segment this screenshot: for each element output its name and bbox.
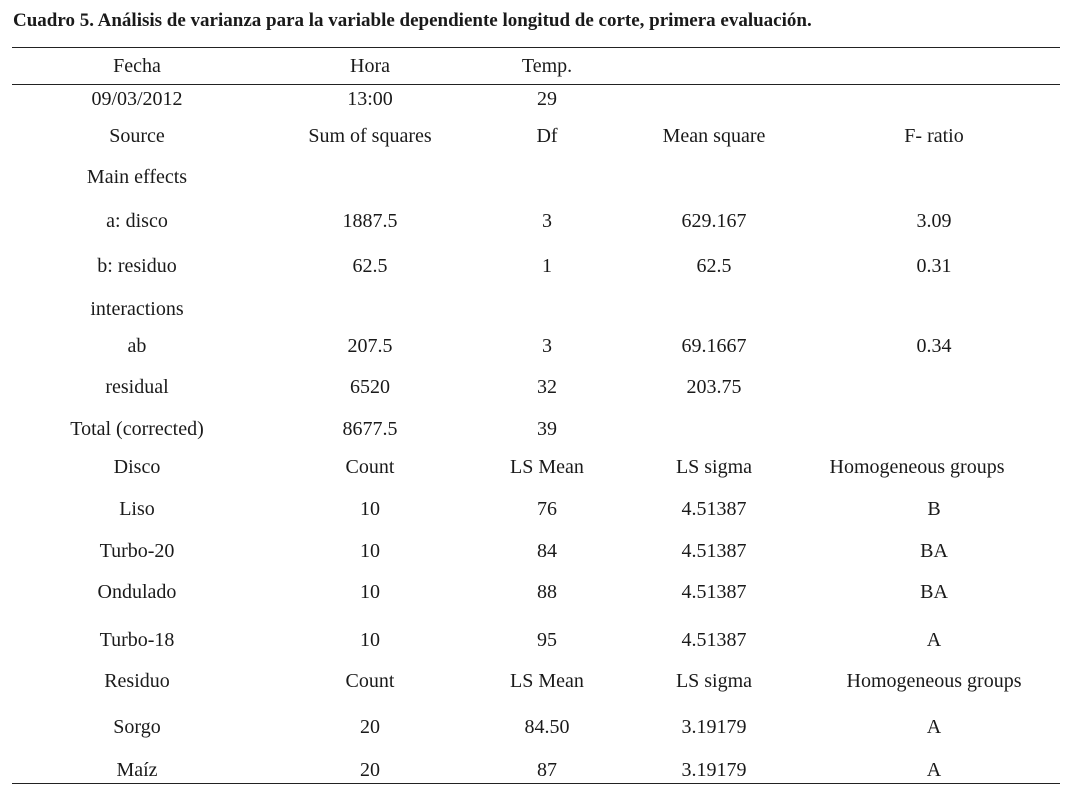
table-cell: 84.50 <box>524 716 570 738</box>
table-cell: B <box>927 498 941 520</box>
table-cell: Source <box>109 125 165 147</box>
table-cell: Turbo-20 <box>99 540 175 562</box>
table-cell: 4.51387 <box>681 581 747 603</box>
header-cell: Fecha <box>113 55 161 77</box>
table-cell: 87 <box>537 759 557 781</box>
table-cell: BA <box>920 581 948 603</box>
table-cell: Disco <box>113 456 161 478</box>
table-cell: ab <box>127 335 147 357</box>
table-row <box>0 494 1072 524</box>
table-cell: Residuo <box>104 670 170 692</box>
table-cell: 1887.5 <box>342 210 398 232</box>
table-cell: 13:00 <box>347 88 393 110</box>
table-cell: A <box>926 629 942 651</box>
table-row <box>0 452 1072 482</box>
table-row <box>0 84 1072 114</box>
table-cell: 3.09 <box>916 210 952 232</box>
table-cell: 1 <box>542 255 552 277</box>
table-caption: Cuadro 5. Análisis de varianza para la variable dependiente longitud de corte, primera evaluación. <box>13 10 812 31</box>
table-cell: Count <box>345 670 395 692</box>
table-cell: 95 <box>537 629 557 651</box>
table-cell: Total (corrected) <box>70 418 204 440</box>
table-cell: Homogeneous groups <box>846 670 1022 692</box>
table-cell: 0.31 <box>916 255 952 277</box>
table-cell: b: residuo <box>97 255 177 277</box>
table-cell: Homogeneous groups <box>829 456 1005 478</box>
table-cell: a: disco <box>106 210 168 232</box>
table-cell: residual <box>105 376 169 398</box>
table-cell: 62.5 <box>696 255 732 277</box>
table-cell: 69.1667 <box>681 335 747 357</box>
table-cell: Sorgo <box>113 716 161 738</box>
table-cell: LS Mean <box>510 456 584 478</box>
top-rule <box>12 47 1060 48</box>
table-cell: 29 <box>537 88 557 110</box>
table-cell: 203.75 <box>686 376 742 398</box>
table-row <box>0 121 1072 151</box>
table-cell: 10 <box>360 629 380 651</box>
table-cell: LS Mean <box>510 670 584 692</box>
table-cell: 20 <box>360 759 380 781</box>
table-row <box>0 755 1072 785</box>
header-cell: Temp. <box>521 55 573 77</box>
table-row <box>0 536 1072 566</box>
table-cell: 8677.5 <box>342 418 398 440</box>
table-cell: 09/03/2012 <box>91 88 183 110</box>
table-cell: Mean square <box>662 125 766 147</box>
table-row <box>0 294 1072 324</box>
table-cell: 3.19179 <box>681 759 747 781</box>
table-cell: 10 <box>360 540 380 562</box>
header-cell: Hora <box>350 55 390 77</box>
table-cell: A <box>926 716 942 738</box>
table-cell: Maíz <box>116 759 158 781</box>
table-header-row <box>0 51 1072 81</box>
table-cell: Sum of squares <box>308 125 432 147</box>
table-row <box>0 251 1072 281</box>
bottom-rule <box>12 783 1060 784</box>
table-cell: 20 <box>360 716 380 738</box>
table-cell: A <box>926 759 942 781</box>
table-cell: LS sigma <box>675 456 753 478</box>
table-cell: 88 <box>537 581 557 603</box>
table-row <box>0 414 1072 444</box>
table-cell: 10 <box>360 498 380 520</box>
table-cell: 4.51387 <box>681 498 747 520</box>
table-cell: 39 <box>537 418 557 440</box>
table-cell: F- ratio <box>904 125 964 147</box>
table-cell: 76 <box>537 498 557 520</box>
table-cell: 10 <box>360 581 380 603</box>
table-row <box>0 666 1072 696</box>
table-cell: BA <box>920 540 948 562</box>
table-cell: 0.34 <box>916 335 952 357</box>
table-cell: 84 <box>537 540 557 562</box>
table-cell: interactions <box>90 298 184 320</box>
table-row <box>0 577 1072 607</box>
table-row <box>0 162 1072 192</box>
table-cell: Main effects <box>86 166 188 188</box>
table-cell: Ondulado <box>97 581 177 603</box>
table-cell: 4.51387 <box>681 629 747 651</box>
table-cell: Count <box>345 456 395 478</box>
table-row <box>0 625 1072 655</box>
table-row <box>0 206 1072 236</box>
table-cell: Turbo-18 <box>99 629 175 651</box>
table-row <box>0 712 1072 742</box>
table-cell: 3 <box>542 210 552 232</box>
table-cell: 32 <box>537 376 557 398</box>
table-cell: 4.51387 <box>681 540 747 562</box>
table-cell: LS sigma <box>675 670 753 692</box>
table-cell: Liso <box>119 498 155 520</box>
table-row <box>0 331 1072 361</box>
table-row <box>0 372 1072 402</box>
table-cell: 3 <box>542 335 552 357</box>
table-cell: 6520 <box>350 376 390 398</box>
table-cell: 62.5 <box>352 255 388 277</box>
table-cell: 629.167 <box>681 210 747 232</box>
table-cell: 3.19179 <box>681 716 747 738</box>
table-cell: 207.5 <box>347 335 393 357</box>
table-cell: Df <box>536 125 558 147</box>
